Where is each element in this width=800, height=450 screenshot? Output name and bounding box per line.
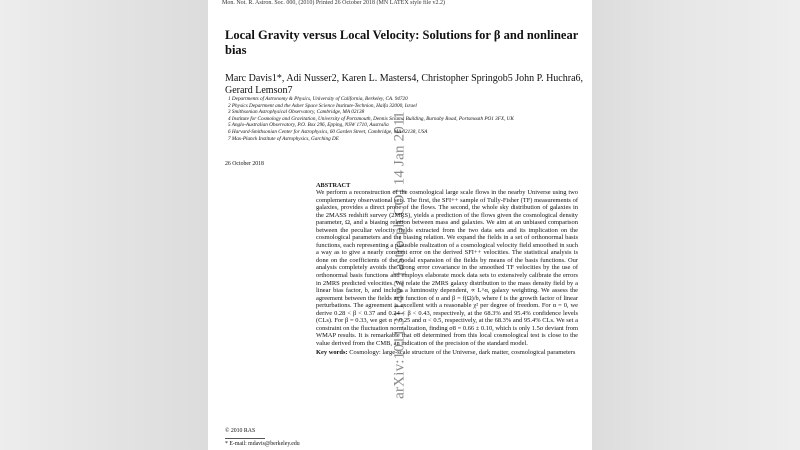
abstract-text: We perform a reconstruction of the cosmological large scale flows in the nearby Universe using two complementary observational sets. The first, the SFI++ sample of Tully-Fisher (TF) measurements of galaxies, provides a direct probe of the flows. The second, the whole sky distribution of galaxies in the 2MASS redshift survey (2MRS), yields a prediction of the flows given the cosmological density parameter, Ω, and a biasing relation between mass and galaxies. We aim at an unbiased comparison between the peculiar velocity fields extracted from the two data sets and its implication on the cosmological parameters and the biasing relation. We expand the fields in a set of orthonormal basis functions, each representing a plausible realization of a cosmological velocity field smoothed in such a way as to give a nearly constant error on the derived SFI++ velocities. The statistical analysis is done on the coefficients of the modal expansion of the fields by means of the basis functions. Our analysis completely avoids the strong error covariance in the smoothed TF velocities by the use of orthonormal basis functions and employs elaborate mock data sets to extensively calibrate the errors in 2MRS predicted velocities. We relate the 2MRS galaxy distribution to the mass density field by a linear bias factor, b, and include a luminosity dependent, ∝ L^α, galaxy weighting. We assess the agreement between the fields as a function of α and β = f(Ω)/b, where f is the growth factor of linear perturbations. The agreement is excellent with a reasonable χ² per degree of freedom. For α = 0, we derive 0.28 < β < 0.37 and 0.24 < β < 0.43, respectively, at the 68.3% and 95.4% confidence levels (CLs). For β = 0.33, we get α < 0.25 and α < 0.5, respectively, at the 68.3% and 95.4% CLs. We set a constraint on the fluctuation normalization, finding σ8 = 0.66 ± 0.10, which is only 1.5σ deviant from WMAP results. It is remarkable that σ8 determined from this local cosmological test is close to the value derived from the CMB, an indication of the precision of the standard model.	[316, 189, 578, 347]
affiliation: 3 Smithsonian Astrophysical Observatory, Cambridge, MA 02138	[228, 109, 365, 116]
paper-page	[208, 0, 592, 450]
affiliation: 7 Max-Planck Institute of Astrophysics, Garching DE	[228, 135, 339, 142]
author-list: Marc Davis1*, Adi Nusser2, Karen L. Masters4, Christopher Springob5 John P. Huchra6, Gerard Lemson7	[225, 73, 584, 96]
arxiv-stamp: arXiv:1011.3114v2 [astro-ph.CO] 14 Jan 2011	[391, 111, 408, 399]
paper-title: Local Gravity versus Local Velocity: Solutions for β and nonlinear bias	[225, 28, 579, 57]
print-date: 26 October 2018	[225, 161, 264, 167]
email-footnote: * E-mail: mdavis@berkeley.edu	[225, 441, 300, 447]
copyright: © 2010 RAS	[225, 428, 256, 434]
journal-header: Mon. Not. R. Astron. Soc. 000, (2010) Printed 26 October 2018 (MN LATEX style file v2.2)	[222, 0, 445, 6]
affiliation: 1 Departments of Astronomy & Physics, University of California, Berkeley, CA. 94720	[228, 96, 408, 102]
affiliation: 6 Harvard-Smithsonian Center for Astrophysics, 60 Garden Street, Cambridge, MA 02138, USA	[228, 128, 428, 135]
keywords-label: Key words:	[316, 349, 348, 357]
abstract-heading: ABSTRACT	[316, 182, 351, 189]
affiliation: 2 Physics Department and the Asher Space Science Institute-Technion, Haifa 32000, Israel	[228, 102, 417, 109]
affiliation: 4 Institute for Cosmology and Gravitation, University of Portsmouth, Dennis Sciama Building, Burnaby Road, Portsmouth PO1 3FX, UK	[228, 115, 514, 122]
affiliation: 5 Anglo-Australian Observatory, P.O. Box 296, Epping, NSW 1710, Australia	[228, 122, 389, 129]
keywords-text: Cosmology: large-scale structure of the Universe, dark matter, cosmological parameters	[349, 349, 576, 357]
affiliation-list	[228, 96, 588, 142]
footnote-rule	[225, 438, 265, 439]
background-left	[0, 0, 208, 450]
abstract-section	[316, 182, 578, 357]
background-right	[592, 0, 800, 450]
keywords	[316, 349, 578, 357]
